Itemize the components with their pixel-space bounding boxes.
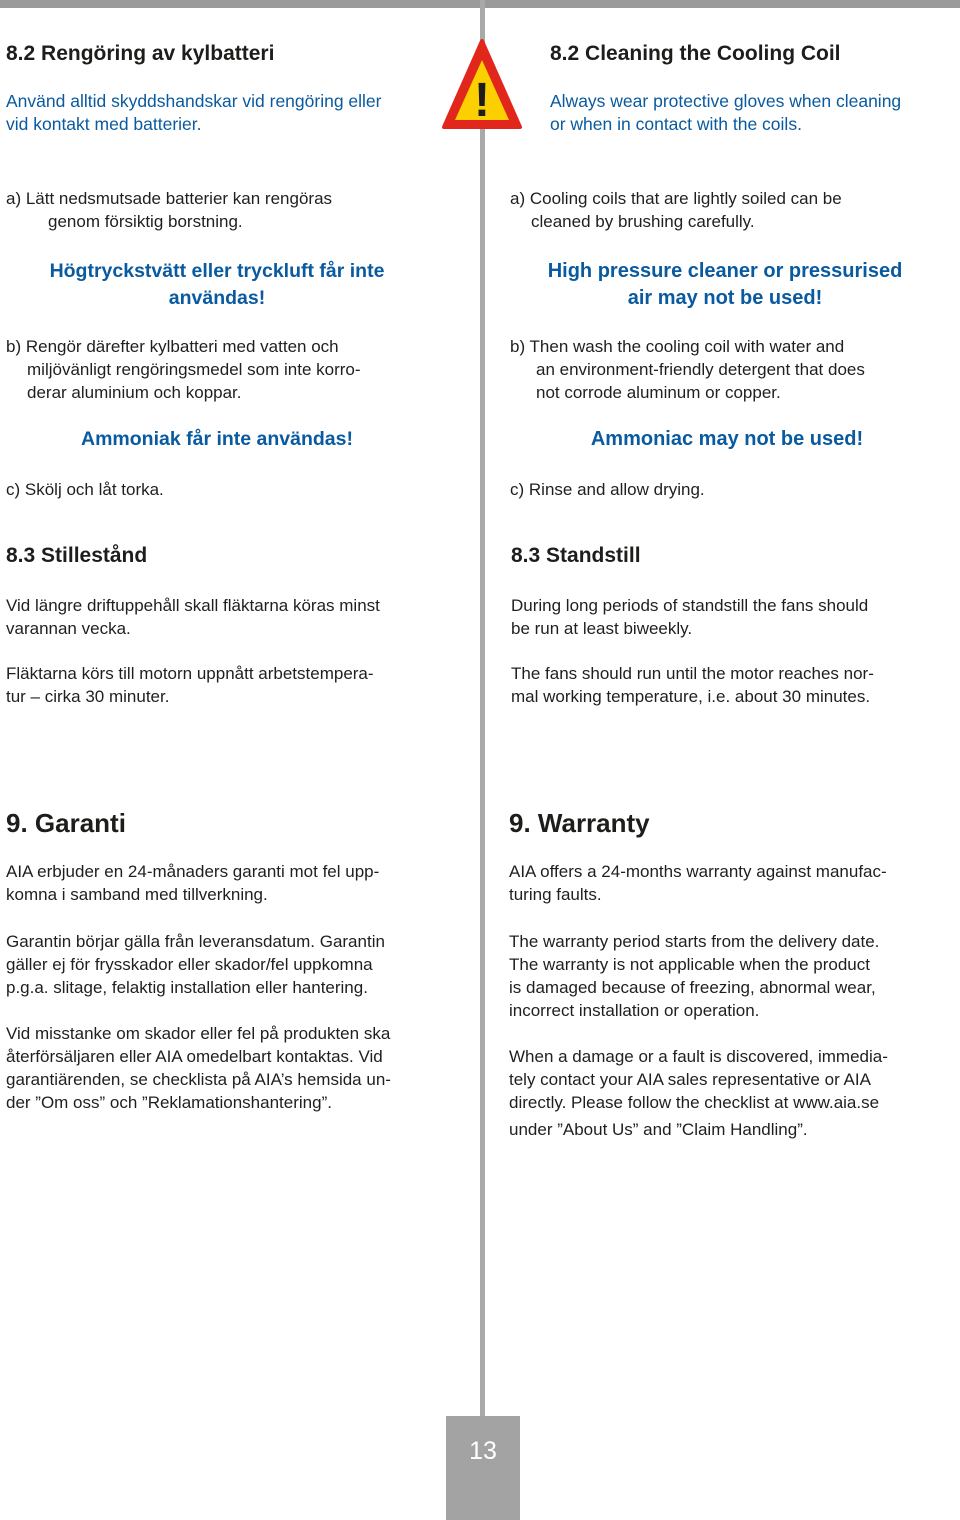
warning-triangle-icon	[441, 38, 523, 130]
step-a-sv: a) Lätt nedsmutsade batterier kan rengöras genom försiktig borstning.	[6, 189, 333, 231]
section-8-2-title-sv: 8.2 Rengöring av kylbatteri	[6, 42, 275, 65]
warranty-p1-sv: AIA erbjuder en 24-månaders garanti mot fel upp- komna i samband med tillverkning.	[6, 862, 380, 904]
standstill-p1-sv: Vid längre driftuppehåll skall fläktarna köras minst varannan vecka.	[6, 596, 380, 638]
section-9-title-sv: 9. Garanti	[6, 808, 126, 838]
column-divider	[480, 0, 485, 1520]
gloves-note-sv: Använd alltid skyddshandskar vid rengöring eller vid kontakt med batterier.	[6, 91, 382, 134]
standstill-p2-sv: Fläktarna körs till motorn uppnått arbetstempera- tur – cirka 30 minuter.	[6, 664, 374, 706]
warranty-p2-en: The warranty period starts from the delivery date. The warranty is not applicable when the product is damaged because of freezing, abnormal wear, incorrect installation or operation.	[509, 932, 880, 1020]
warranty-p2-sv: Garantin börjar gälla från leveransdatum. Garantin gäller ej för frysskador eller skador/fel uppkomna p.g.a. slitage, felaktig installation eller hantering.	[6, 932, 385, 997]
gloves-note-en: Always wear protective gloves when cleaning or when in contact with the coils.	[550, 91, 902, 134]
warranty-p3-sv: Vid misstanke om skador eller fel på produkten ska återförsäljaren eller AIA omedelbart kontaktas. Vid garantiärenden, se checklista på AIA’s hemsida un- der ”Om oss” och ”Reklamationshantering”.	[6, 1024, 391, 1112]
warning-symbol: !	[474, 74, 490, 127]
step-c-sv: c) Skölj och låt torka.	[6, 480, 164, 499]
section-8-3-title-en: 8.3 Standstill	[511, 544, 641, 567]
ammonia-warning-en: Ammoniac may not be used!	[590, 428, 864, 450]
section-8-3-title-sv: 8.3 Stillestånd	[6, 544, 148, 567]
section-8-2-title-en: 8.2 Cleaning the Cooling Coil	[550, 42, 841, 65]
warranty-p3-en: When a damage or a fault is discovered, immedia- tely contact your AIA sales representative or AIA directly. Please follow the checklist at www.aia.se under ”About Us” and ”Claim Handling”.	[509, 1047, 888, 1139]
standstill-p2-en: The fans should run until the motor reaches nor- mal working temperature, i.e. about 30 minutes.	[511, 664, 874, 706]
step-c-en: c) Rinse and allow drying.	[510, 480, 705, 499]
ammonia-warning-sv: Ammoniak får inte användas!	[81, 428, 353, 450]
step-b-en: b) Then wash the cooling coil with water and an environment-friendly detergent that does not corrode aluminum or copper.	[510, 337, 865, 402]
step-a-en: a) Cooling coils that are lightly soiled can be cleaned by brushing carefully.	[510, 189, 842, 231]
section-9-title-en: 9. Warranty	[509, 808, 650, 838]
pressure-warning-en: High pressure cleaner or pressurised air may not be used!	[547, 260, 903, 309]
page-number: 13	[446, 1416, 520, 1520]
step-b-sv: b) Rengör därefter kylbatteri med vatten och miljövänligt rengöringsmedel som inte korro- derar aluminium och koppar.	[6, 337, 361, 402]
warranty-p1-en: AIA offers a 24-months warranty against manufac- turing faults.	[509, 862, 887, 904]
pressure-warning-sv: Högtryckstvätt eller tryckluft får inte användas!	[49, 260, 385, 309]
standstill-p1-en: During long periods of standstill the fans should be run at least biweekly.	[511, 596, 869, 638]
